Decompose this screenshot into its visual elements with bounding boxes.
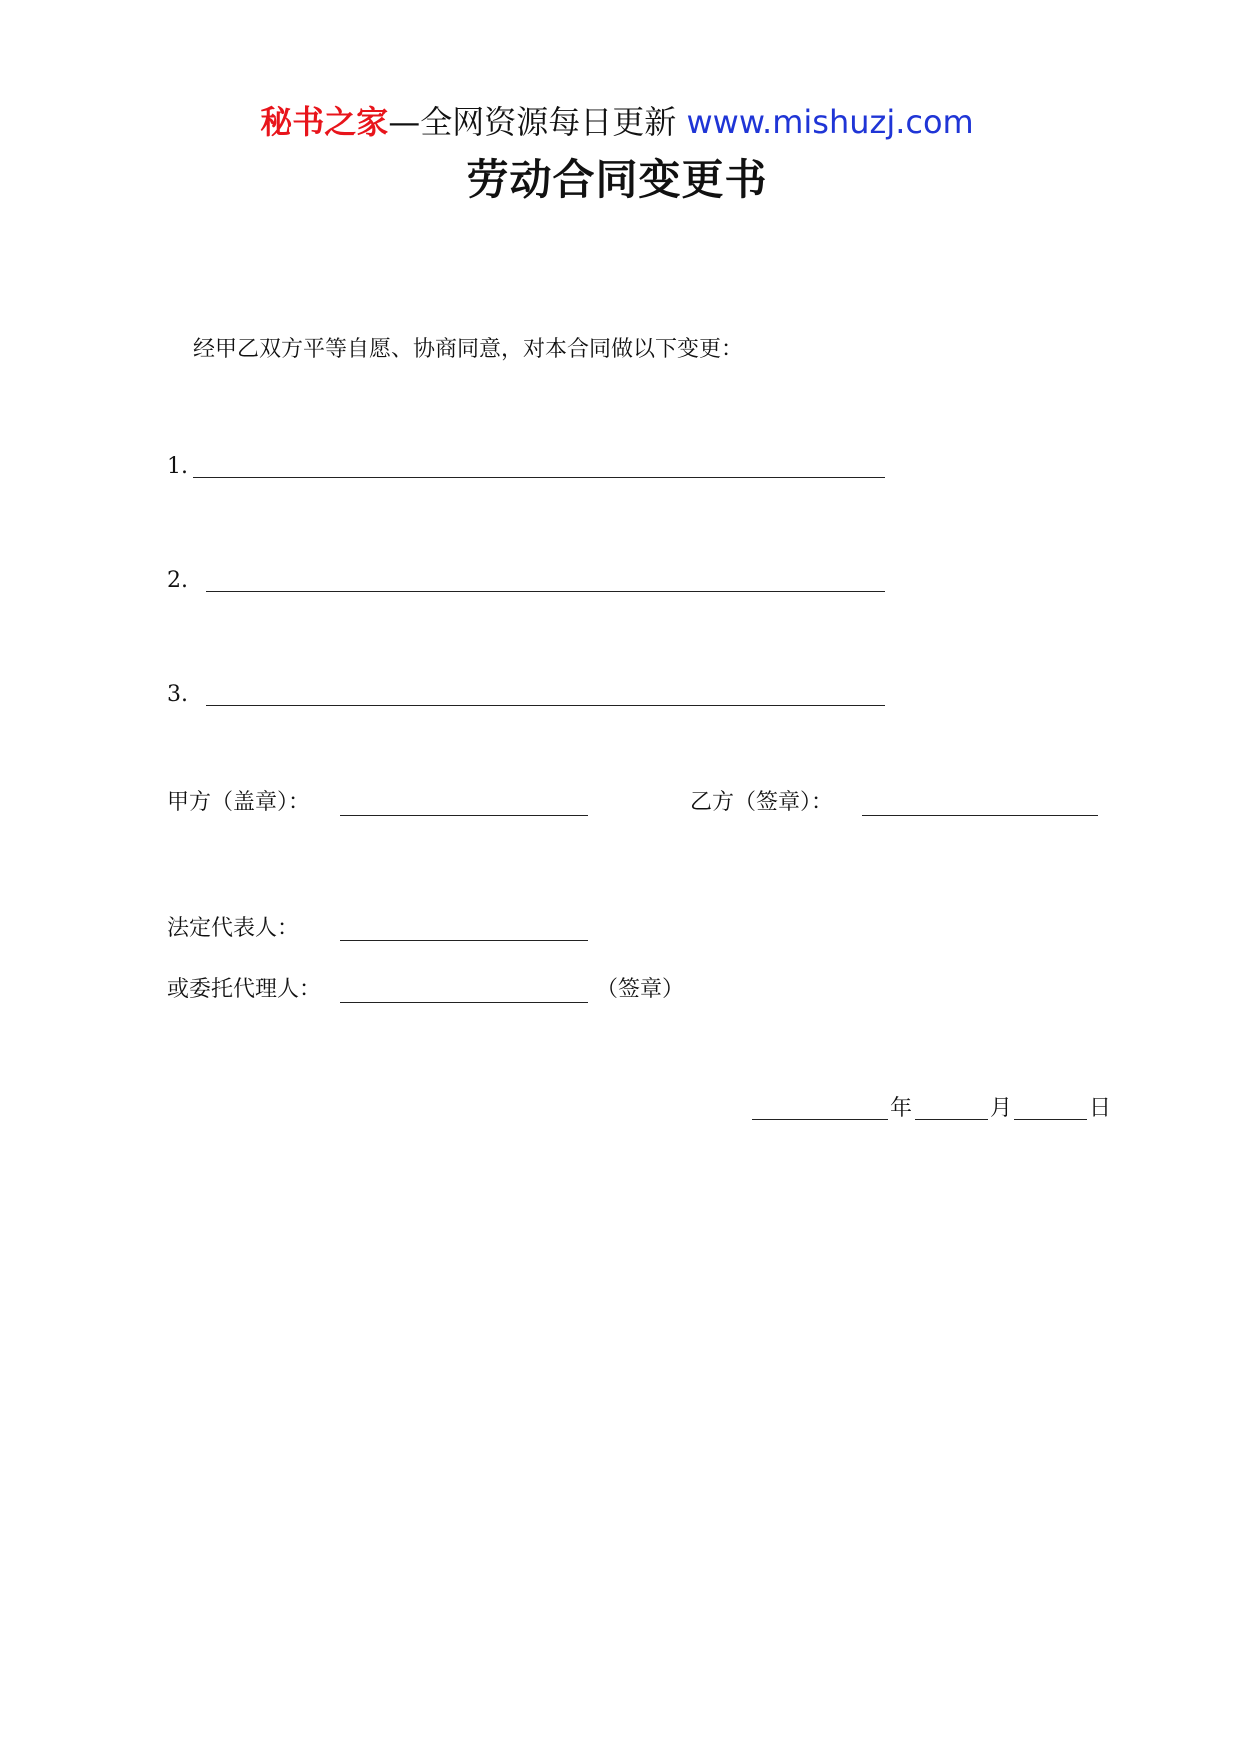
date-month-label: 月 bbox=[990, 1096, 1013, 1121]
agent-label: 或委托代理人： bbox=[167, 977, 322, 1002]
party-a-signature-line[interactable] bbox=[340, 815, 588, 816]
item-blank-line-2[interactable] bbox=[206, 591, 885, 592]
item-number-3: 3. bbox=[167, 682, 188, 707]
item-blank-line-1[interactable] bbox=[193, 477, 885, 478]
document-title: 劳动合同变更书 bbox=[466, 155, 768, 204]
date-year-label: 年 bbox=[890, 1096, 913, 1121]
agent-signature-suffix: （签章） bbox=[596, 977, 685, 1002]
item-blank-line-3[interactable] bbox=[206, 705, 885, 706]
date-day-label: 日 bbox=[1089, 1096, 1112, 1121]
date-month-line[interactable] bbox=[915, 1119, 988, 1120]
item-number-1: 1. bbox=[167, 454, 188, 479]
site-slogan: —全网资源每日更新 bbox=[388, 103, 677, 141]
agent-signature-line[interactable] bbox=[340, 1002, 588, 1003]
party-b-signature-line[interactable] bbox=[862, 815, 1098, 816]
party-a-label: 甲方（盖章）： bbox=[167, 790, 311, 815]
site-header bbox=[0, 102, 1234, 142]
party-b-label: 乙方（签章）： bbox=[690, 790, 834, 815]
date-year-line[interactable] bbox=[752, 1119, 888, 1120]
date-day-line[interactable] bbox=[1014, 1119, 1087, 1120]
legal-rep-label: 法定代表人： bbox=[167, 916, 300, 941]
site-brand: 秘书之家 bbox=[260, 103, 389, 141]
item-number-2: 2. bbox=[167, 568, 188, 593]
intro-paragraph: 经甲乙双方平等自愿、协商同意，对本合同做以下变更： bbox=[193, 337, 744, 362]
legal-rep-signature-line[interactable] bbox=[340, 940, 588, 941]
site-url-link[interactable]: www.mishuzj.com bbox=[686, 103, 974, 141]
